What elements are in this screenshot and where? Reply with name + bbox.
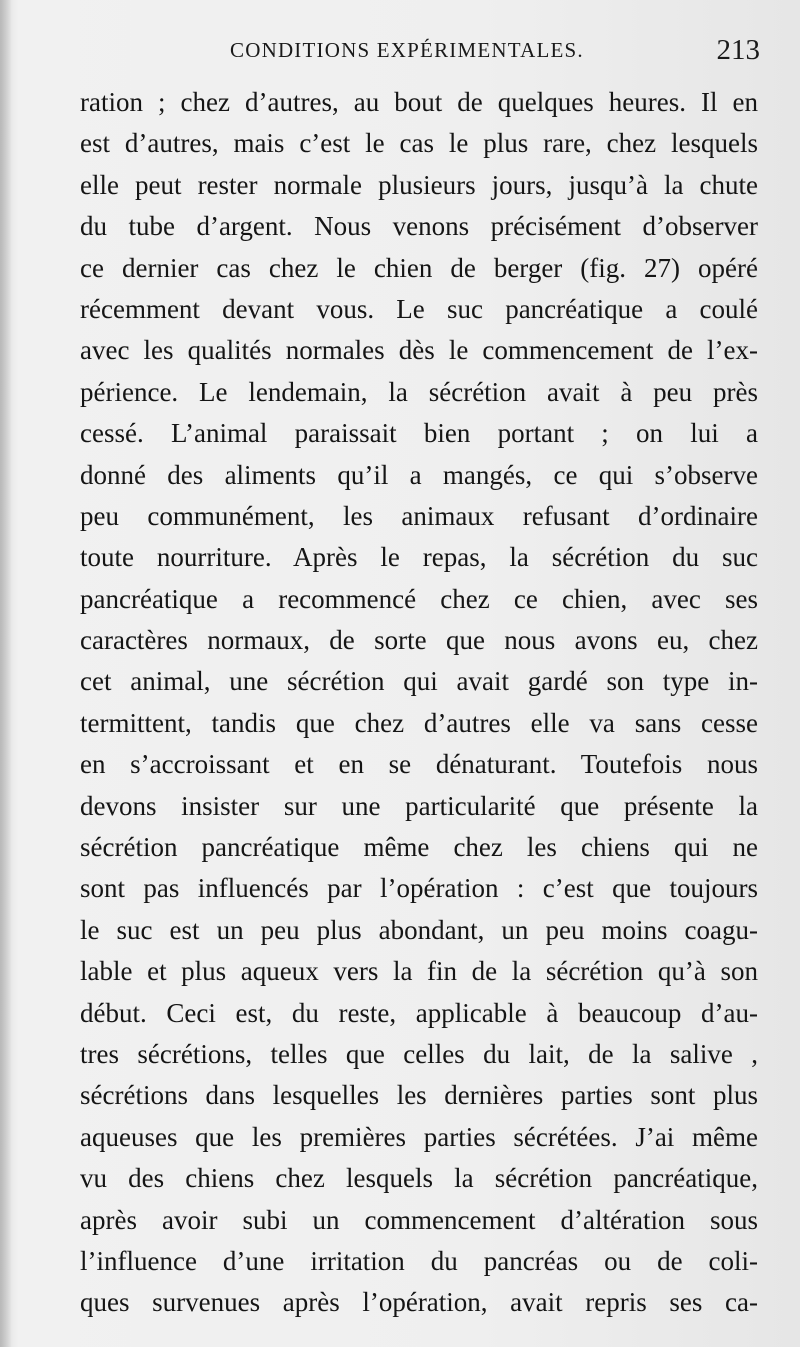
text-line: ration ; chez d’autres, au bout de quelques heures. Il en xyxy=(80,87,758,117)
text-line: donné des aliments qu’il a mangés, ce qui s’observe xyxy=(80,459,758,490)
text-line: lable et plus aqueux vers la fin de la sécrétion qu’à son xyxy=(80,956,758,987)
text-line: sécrétions dans lesquelles les dernières parties sont plus xyxy=(80,1080,758,1111)
page-number: 213 xyxy=(716,34,760,66)
text-line: début. Ceci est, du reste, applicable à beaucoup d’au- xyxy=(80,997,758,1028)
running-title: CONDITIONS EXPÉRIMENTALES. xyxy=(230,38,584,62)
text-line: sécrétion pancréatique même chez les chiens qui ne xyxy=(80,832,758,863)
text-line: cessé. L’animal paraissait bien portant ; on lui a xyxy=(80,418,758,449)
text-line: caractères normaux, de sorte que nous avons eu, chez xyxy=(80,625,758,656)
text-line: vu des chiens chez lesquels la sécrétion pancréatique, xyxy=(80,1163,758,1194)
text-line: le suc est un peu plus abondant, un peu moins coagu- xyxy=(80,914,758,945)
text-line: périence. Le lendemain, la sécrétion avait à peu près xyxy=(80,376,758,407)
text-line: est d’autres, mais c’est le cas le plus rare, chez lesquels xyxy=(80,128,758,159)
text-line: termittent, tandis que chez d’autres elle va sans cesse xyxy=(80,707,758,738)
text-line: toute nourriture. Après le repas, la sécrétion du suc xyxy=(80,542,758,573)
text-line: l’influence d’une irritation du pancréas ou de coli- xyxy=(80,1245,758,1276)
text-line: ques survenues après l’opération, avait repris ses ca- xyxy=(80,1287,758,1318)
text-line: cet animal, une sécrétion qui avait gardé son type in- xyxy=(80,666,758,697)
text-line: peu communément, les animaux refusant d’ordinaire xyxy=(80,500,758,531)
text-line: en s’accroissant et en se dénaturant. Toutefois nous xyxy=(80,749,758,780)
text-line: pancréatique a recommencé chez ce chien, avec ses xyxy=(80,583,758,614)
text-line: devons insister sur une particularité que présente la xyxy=(80,790,758,821)
text-line: du tube d’argent. Nous venons précisément d’observer xyxy=(80,211,758,242)
text-line: tres sécrétions, telles que celles du lait, de la salive , xyxy=(80,1038,758,1069)
text-line: avec les qualités normales dès le commencement de l’ex- xyxy=(80,335,758,366)
text-line: récemment devant vous. Le suc pancréatique a coulé xyxy=(80,293,758,324)
text-line: elle peut rester normale plusieurs jours, jusqu’à la chute xyxy=(80,169,758,200)
body-text xyxy=(80,82,758,1324)
binding-shadow xyxy=(0,0,12,1347)
text-line: aqueuses que les premières parties sécrétées. J’ai même xyxy=(80,1121,758,1152)
text-line: sont pas influencés par l’opération : c’est que toujours xyxy=(80,873,758,904)
running-head xyxy=(80,34,760,74)
text-line: ce dernier cas chez le chien de berger (fig. 27) opéré xyxy=(80,252,758,283)
text-line: après avoir subi un commencement d’altération sous xyxy=(80,1204,758,1235)
